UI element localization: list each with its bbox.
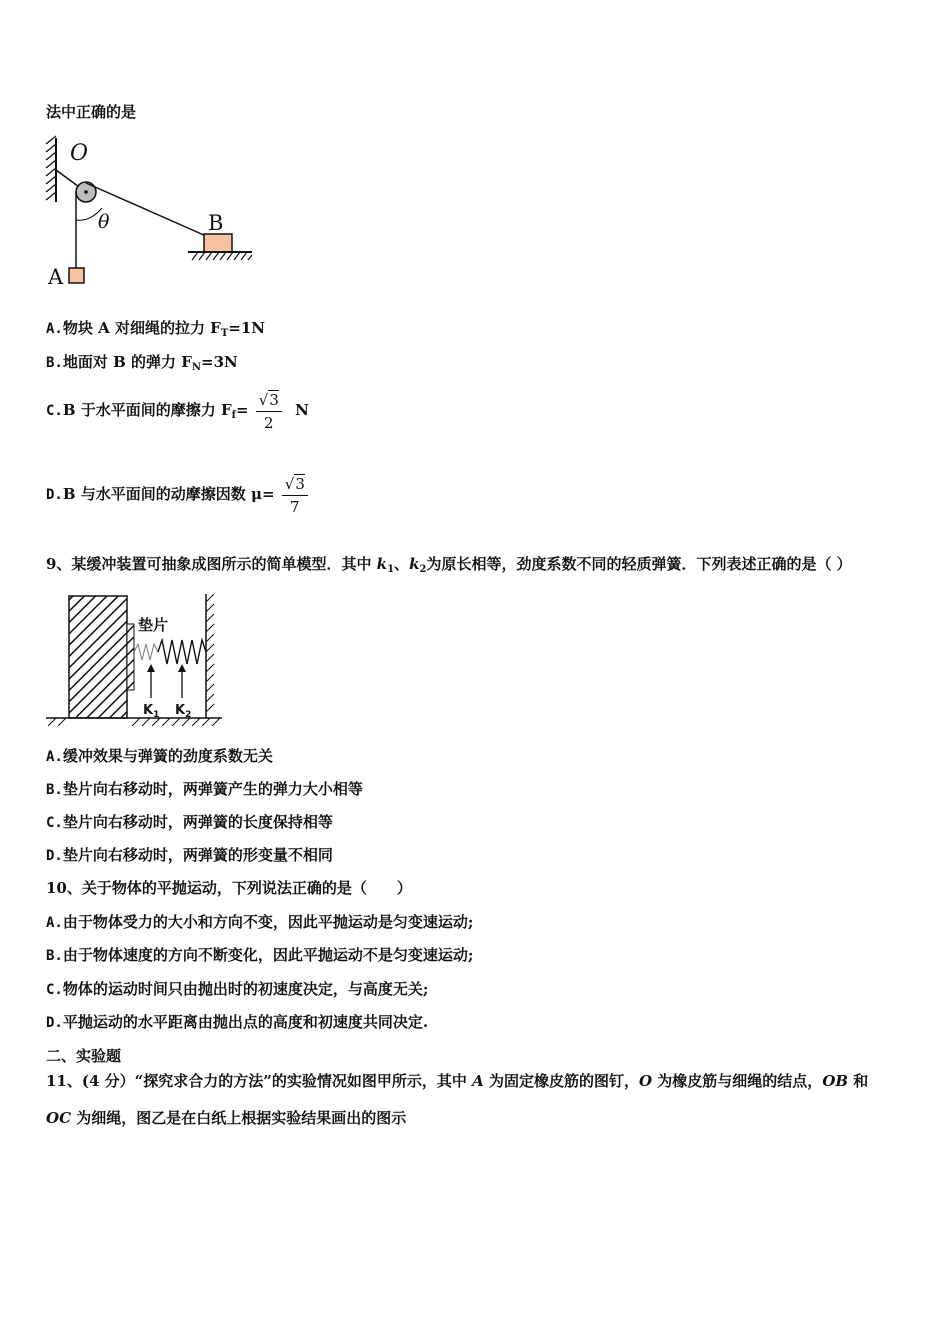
pad-label: 垫片 — [138, 616, 169, 634]
pulley-figure — [40, 130, 265, 290]
right-wall-hatch — [206, 594, 214, 712]
q11-line2: OC 为细绳，图乙是在白纸上根据实验结果画出的图示 — [46, 1109, 407, 1127]
intro-line: 法中正确的是 — [46, 103, 137, 121]
label-a: A — [48, 265, 64, 289]
q10-stem: 10、关于物体的平抛运动，下列说法正确的是（ ） — [46, 879, 412, 897]
pad — [127, 624, 134, 690]
q8-option-a: A.物块 A 对细绳的拉力 $F_T=1N$ — [46, 319, 265, 339]
spring-k2 — [158, 640, 206, 664]
arrow-k2-head — [178, 664, 186, 672]
fraction-c: $\frac{√3}{2}$ — [256, 389, 282, 434]
k1-label: $K_1$ — [143, 703, 160, 720]
label-theta: θ — [98, 211, 110, 233]
spring-k1 — [134, 644, 158, 660]
ground-hatch — [192, 252, 252, 260]
label-o: O — [70, 141, 89, 166]
section-title: 二、实验题 — [46, 1047, 122, 1065]
ground-hatch — [48, 718, 220, 726]
pulley-axle — [84, 190, 88, 194]
buffer-figure — [44, 590, 224, 732]
block-a — [69, 268, 84, 283]
arrow-k1-head — [147, 664, 155, 672]
q10-option-a: A.由于物体受力的大小和方向不变，因此平抛运动是匀变速运动; — [46, 913, 474, 931]
q8-option-c: C.B 于水平面间的摩擦力 $F_f=$ $\frac{√3}{2}$ N — [46, 390, 309, 432]
q9-stem: 9、某缓冲装置可抽象成图所示的简单模型．其中 $k_1$、$k_2$为原长相等，劲度系数不同的轻质弹簧．下列表述正确的是（ ） — [46, 555, 852, 575]
q11-line1: 11、(4 分）“探究求合力的方法”的实验情况如图甲所示，其中 A 为固定橡皮筋的图钉，O 为橡皮筋与细绳的结点，OB 和 — [46, 1072, 869, 1090]
q10-option-d: D.平抛运动的水平距离由抛出点的高度和初速度共同决定. — [46, 1013, 429, 1031]
q10-option-b: B.由于物体速度的方向不断变化，因此平抛运动不是匀变速运动; — [46, 946, 474, 964]
k2-label: $K_2$ — [175, 703, 192, 720]
q9-option-b: B.垫片向右移动时，两弹簧产生的弹力大小相等 — [46, 780, 363, 798]
q8-option-d: D.B 与水平面间的动摩擦因数 μ= $\frac{√3}{7}$ — [46, 470, 310, 519]
buffer-block — [69, 596, 127, 718]
q9-option-c: C.垫片向右移动时，两弹簧的长度保持相等 — [46, 813, 333, 831]
label-b: B — [208, 211, 224, 235]
fraction-d: $\frac{√3}{7}$ — [282, 473, 308, 518]
block-b — [204, 234, 232, 252]
q9-option-a: A.缓冲效果与弹簧的劲度系数无关 — [46, 747, 273, 765]
q8-option-b: B.地面对 B 的弹力 $F_N=3N$ — [46, 353, 238, 373]
q10-option-c: C.物体的运动时间只由抛出时的初速度决定，与高度无关; — [46, 980, 429, 998]
q9-option-d: D.垫片向右移动时，两弹簧的形变量不相同 — [46, 846, 333, 864]
wall-hatch — [46, 136, 56, 200]
